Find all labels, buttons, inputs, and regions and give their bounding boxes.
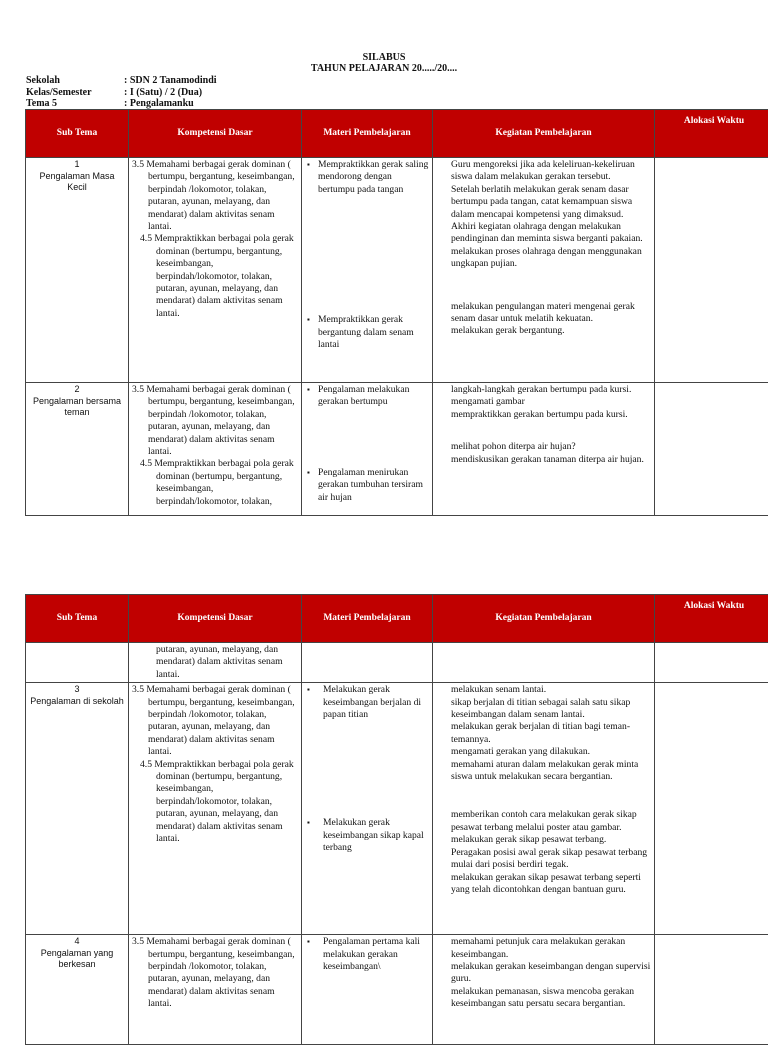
col-materi: Materi Pembelajaran — [302, 595, 433, 643]
kompetensi-cell: 3.5 Memahami berbagai gerak dominan ( bertumpu, bergantung, keseimbangan, berpindah /lokomotor, tolakan, putaran, ayunan, melayang, dan mendarat) dalam aktivitas senam lantai. 4.5 Mempraktikkan berbagai pola gerak dominan (bertumpu, bergantung, keseimbangan, berpindah/lokomotor, tolakan, putaran, ayunan, melayang, dan mendarat) dalam aktivitas senam lantai. — [129, 158, 302, 383]
table-header-row — [26, 595, 768, 643]
kompetensi-cell: 3.5 Memahami berbagai gerak dominan ( bertumpu, bergantung, keseimbangan, berpindah /lokomotor, tolakan, putaran, ayunan, melayang, dan mendarat) dalam aktivitas senam lantai. 4.5 Mempraktikkan berbagai pola gerak dominan (bertumpu, bergantung, keseimbangan, berpindah/lokomotor, tolakan, — [129, 383, 302, 516]
col-kompetensi: Kompetensi Dasar — [129, 110, 302, 158]
col-kegiatan: Kegiatan Pembelajaran — [433, 595, 655, 643]
kegiatan-cell: memahami petunjuk cara melakukan gerakan keseimbangan. melakukan gerakan keseimbangan dengan supervisi guru. melakukan pemanasan, siswa mencoba gerakan keseimbangan satu persatu secara bergantian. — [433, 935, 655, 1045]
alokasi-cell — [655, 683, 768, 935]
sub-tema-cell: 3 Pengalaman di sekolah — [26, 683, 129, 935]
sub-tema-cell: 2 Pengalaman bersama teman — [26, 383, 129, 516]
table-row — [26, 935, 768, 1045]
materi-cell: ▪ Mempraktikkan gerak saling mendorong dengan bertumpu pada tangan ▪ Mempraktikkan gerak bergantung dalam senam lantai — [302, 158, 433, 383]
table-row — [26, 683, 768, 935]
materi-cell: ▪ Pengalaman pertama kali melakukan gerakan keseimbangan\ — [302, 935, 433, 1045]
alokasi-cell — [655, 935, 768, 1045]
sub-tema-cell: 4 Pengalaman yang berkesan — [26, 935, 129, 1045]
kegiatan-cell: langkah-langkah gerakan bertumpu pada kursi. mengamati gambar mempraktikkan gerakan bertumpu pada kursi. melihat pohon diterpa air hujan? mendiskusikan gerakan tanaman diterpa air hujan. — [433, 383, 655, 516]
meta-class: Kelas/Semester : I (Satu) / 2 (Dua) — [26, 87, 202, 99]
table-row — [26, 158, 768, 383]
alokasi-cell — [655, 158, 768, 383]
sub-tema-cell: 1 Pengalaman Masa Kecil — [26, 158, 129, 383]
table-row — [26, 643, 768, 683]
materi-cell: ▪ Pengalaman melakukan gerakan bertumpu ▪ Pengalaman menirukan gerakan tumbuhan tersiram air hujan — [302, 383, 433, 516]
kompetensi-cell: 3.5 Memahami berbagai gerak dominan ( bertumpu, bergantung, keseimbangan, berpindah /lokomotor, tolakan, putaran, ayunan, melayang, dan mendarat) dalam aktivitas senam lantai. — [129, 935, 302, 1045]
col-kompetensi: Kompetensi Dasar — [129, 595, 302, 643]
meta-school: Sekolah : SDN 2 Tanamodindi — [26, 75, 217, 87]
col-materi: Materi Pembelajaran — [302, 110, 433, 158]
kompetensi-continuation: putaran, ayunan, melayang, dan mendarat) dalam aktivitas senam lantai. — [129, 643, 302, 683]
kompetensi-cell: 3.5 Memahami berbagai gerak dominan ( bertumpu, bergantung, keseimbangan, berpindah /lokomotor, tolakan, putaran, ayunan, melayang, dan mendarat) dalam aktivitas senam lantai. 4.5 Mempraktikkan berbagai pola gerak dominan (bertumpu, bergantung, keseimbangan, berpindah/lokomotor, tolakan, putaran, ayunan, melayang, dan mendarat) dalam aktivitas senam lantai. — [129, 683, 302, 935]
col-sub-tema: Sub Tema — [26, 595, 129, 643]
kegiatan-cell: Guru mengoreksi jika ada keleliruan-kekeliruan siswa dalam melakukan gerakan tersebut. Setelah berlatih melakukan gerak senam dasar bertumpu pada tangan, catat kemampuan siswa dalam mencapai kompetensi yang dimaksud. Akhiri kegiatan olahraga dengan melakukan pendinginan dan meminta siswa berganti pakaian. melakukan proses olahraga dengan menggunakan ungkapan pujian. melakukan pengulangan materi mengenai gerak senam dasar untuk melatih kekuatan. melakukan gerak bergantung. — [433, 158, 655, 383]
document-subtitle: TAHUN PELAJARAN 20...../20.... — [0, 63, 768, 74]
alokasi-cell — [655, 383, 768, 516]
col-sub-tema: Sub Tema — [26, 110, 129, 158]
table-row — [26, 383, 768, 516]
kegiatan-cell: melakukan senam lantai. sikap berjalan di titian sebagai salah satu sikap keseimbangan dalam senam lantai. melakukan gerak berjalan di titian bagi teman-temannya. mengamati gerakan yang dilakukan. memahami aturan dalam melakukan gerak minta siswa untuk melakukan secara bergantian. memberikan contoh cara melakukan gerak sikap pesawat terbang melalui poster atau gambar. melakukan gerak sikap pesawat terbang. Peragakan posisi awal gerak sikap pesawat terbang mulai dari posisi berdiri tegak. melakukan gerakan sikap pesawat terbang seperti yang telah dicontohkan dengan bantuan guru. — [433, 683, 655, 935]
syllabus-table-2 — [25, 594, 768, 1045]
col-kegiatan: Kegiatan Pembelajaran — [433, 110, 655, 158]
syllabus-table-1 — [25, 109, 768, 516]
col-alokasi: Alokasi Waktu — [655, 110, 768, 158]
meta-theme: Tema 5 : Pengalamanku — [26, 98, 194, 110]
col-alokasi: Alokasi Waktu — [655, 595, 768, 643]
document-title: SILABUS — [0, 52, 768, 63]
table-header-row — [26, 110, 768, 158]
materi-cell: ▪ Melakukan gerak keseimbangan berjalan di papan titian ▪ Melakukan gerak keseimbangan sikap kapal terbang — [302, 683, 433, 935]
